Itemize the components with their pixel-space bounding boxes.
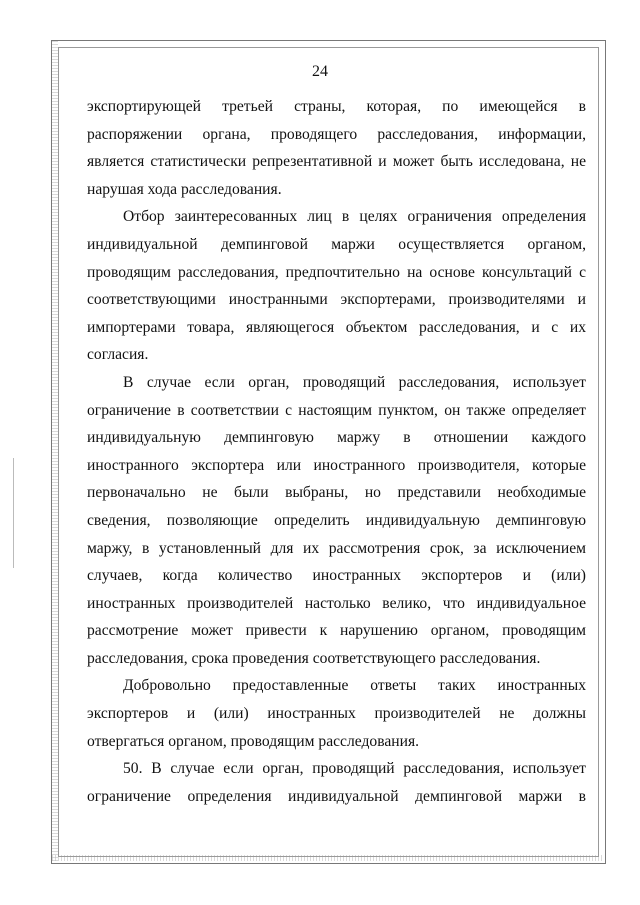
page-number: 24 xyxy=(312,63,328,80)
text-line: отвергаться органом, проводящим расследования. xyxy=(87,732,420,750)
text-line: иностранных производителей настолько велико, что индивидуальное xyxy=(87,594,586,612)
text-line: ограничение определения индивидуальной демпинговой маржи в xyxy=(87,787,586,805)
text-line: расследования, срока проведения соответствующего расследования. xyxy=(87,649,541,667)
text-line: ограничение в соответствии с настоящим пунктом, он также определяет xyxy=(87,401,586,419)
text-line: иностранного экспортера или иностранного производителя, которые xyxy=(87,456,586,474)
text-line: экспортеров и (или) иностранных производителей не должны xyxy=(87,705,586,723)
text-line: В случае если орган, проводящий расследования, использует xyxy=(123,373,586,391)
text-line: импортерами товара, являющегося объектом расследования, и с их xyxy=(87,318,586,336)
text-line: случаев, когда количество иностранных экспортеров и (или) xyxy=(87,567,586,585)
text-line: соответствующими иностранными экспортерами, производителями и xyxy=(87,291,586,309)
text-line: является статистически репрезентативной и может быть исследована, не xyxy=(87,153,586,171)
text-line: согласия. xyxy=(87,346,149,364)
text-line: маржу, в установленный для их рассмотрения срок, за исключением xyxy=(87,539,586,557)
text-line: распоряжении органа, проводящего расследования, информации, xyxy=(87,125,586,143)
text-line: Отбор заинтересованных лиц в целях ограничения определения xyxy=(123,208,586,226)
text-line: Добровольно предоставленные ответы таких иностранных xyxy=(123,677,586,695)
text-line: индивидуальной демпинговой маржи осуществляется органом, xyxy=(87,235,586,253)
text-line: индивидуальную демпинговую маржу в отношении каждого xyxy=(87,429,586,447)
text-line: нарушая хода расследования. xyxy=(87,180,282,198)
text-line: экспортирующей третьей страны, которая, по имеющейся в xyxy=(87,98,586,115)
text-line: 50. В случае если орган, проводящий расследования, использует xyxy=(123,760,586,778)
text-line: первоначально не были выбраны, но представили необходимые xyxy=(87,484,586,502)
body-text xyxy=(87,93,586,810)
text-line: проводящим расследования, предпочтительно на основе консультаций с xyxy=(87,263,586,281)
text-line: рассмотрение может привести к нарушению органом, проводящим xyxy=(87,622,586,640)
text-line: сведения, позволяющие определить индивидуальную демпинговую xyxy=(87,511,586,529)
scan-margin-mark xyxy=(13,458,14,568)
